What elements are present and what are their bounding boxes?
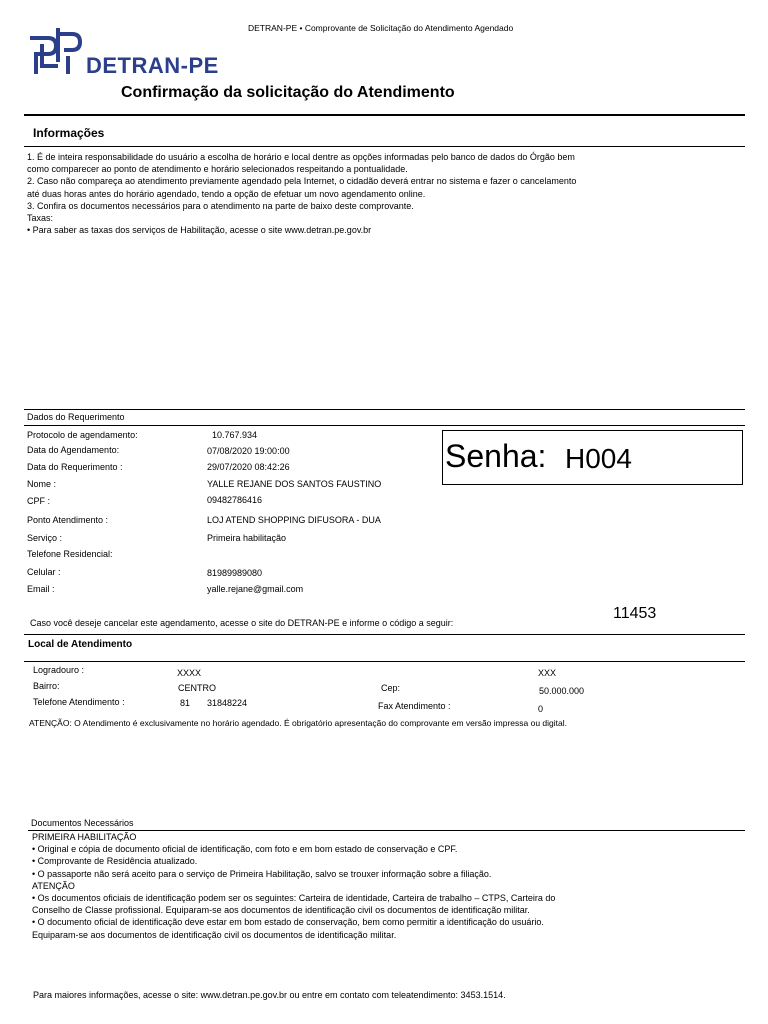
- documentos-line: Equiparam-se aos documentos de identificação civil os documentos de identificação militar.: [32, 929, 397, 940]
- data-agendamento-label: Data do Agendamento:: [27, 445, 120, 455]
- servico-value: Primeira habilitação: [207, 533, 287, 543]
- protocolo-label: Protocolo de agendamento:: [27, 430, 138, 440]
- info-line: 1. É de inteira responsabilidade do usuário a escolha de horário e local dentre as opções informadas pelo banco de dados do Órgão bem: [27, 152, 575, 162]
- info-line: até duas horas antes do horário agendado, tendo a opção de efetuar um novo agendamento online.: [27, 188, 426, 199]
- documentos-line: Conselho de Classe profissional. Equiparam-se aos documentos de identificação civil os documentos de identificação militar.: [32, 905, 530, 916]
- fax-label: Fax Atendimento :: [378, 701, 451, 711]
- documentos-text-block: [32, 831, 732, 941]
- fax-value: 0: [538, 704, 544, 714]
- logradouro-complement-value: XXX: [538, 668, 557, 678]
- celular-label: Celular :: [27, 567, 61, 577]
- info-line: 2. Caso não compareça ao atendimento previamente agendado pela Internet, o cidadão deverá entrar no sistema e fazer o cancelamento: [27, 176, 577, 187]
- detran-logo-text: DETRAN-PE: [86, 53, 219, 78]
- protocolo-value: 10.767.934: [212, 430, 258, 440]
- email-label: Email :: [27, 584, 55, 594]
- atencao-notice: ATENÇÃO: O Atendimento é exclusivamente no horário agendado. É obrigatório apresentação do comprovante em versão impressa ou digital.: [29, 718, 567, 728]
- documentos-line: • O passaporte não será aceito para o serviço de Primeira Habilitação, salvo se trouxer informação sobre a filiação.: [32, 868, 492, 879]
- detran-logo-icon: [28, 26, 84, 76]
- data-requerimento-value: 29/07/2020 08:42:26: [207, 462, 290, 472]
- bairro-label: Bairro:: [33, 681, 60, 691]
- documentos-line: • O documento oficial de identificação deve estar em bom estado de conservação, bem como permitir a identificação do usuário.: [32, 917, 544, 928]
- documentos-line: ATENÇÃO: [32, 880, 75, 891]
- data-requerimento-label: Data do Requerimento :: [27, 462, 123, 472]
- title-divider: [24, 114, 745, 116]
- logradouro-label: Logradouro :: [33, 665, 85, 675]
- requerimento-heading: Dados do Requerimento: [27, 412, 125, 422]
- servico-label: Serviço :: [27, 533, 63, 543]
- senha-value: H004: [565, 443, 632, 474]
- info-line: Taxas:: [27, 213, 54, 224]
- data-agendamento-value: 07/08/2020 19:00:00: [207, 446, 290, 456]
- footer-contact: Para maiores informações, acesse o site: www.detran.pe.gov.br ou entre em contato com teleatendimento: 3453.1514.: [33, 990, 506, 1000]
- nome-label: Nome :: [27, 479, 57, 489]
- cancel-code: 11453: [613, 605, 657, 622]
- cpf-label: CPF :: [27, 496, 51, 506]
- local-heading: Local de Atendimento: [28, 639, 133, 650]
- info-divider: [24, 146, 745, 147]
- logradouro-value: XXXX: [177, 668, 202, 678]
- info-line: • Para saber as taxas dos serviços de Habilitação, acesse o site www.detran.pe.gov.br: [27, 225, 372, 236]
- documentos-line: PRIMEIRA HABILITAÇÃO: [32, 832, 137, 842]
- cancel-instructions: Caso você deseje cancelar este agendamento, acesse o site do DETRAN-PE e informe o código a seguir:: [30, 618, 454, 628]
- documentos-line: • Comprovante de Residência atualizado.: [32, 856, 198, 867]
- celular-value: 81989989080: [207, 568, 263, 578]
- telefone-ddd-value: 81: [180, 698, 191, 708]
- info-text-block: [27, 151, 707, 236]
- local-divider: [24, 661, 745, 662]
- cep-value: 50.000.000: [539, 686, 585, 696]
- ponto-atendimento-label: Ponto Atendimento :: [27, 515, 109, 525]
- requerimento-top-divider: [24, 409, 745, 410]
- senha-box: [442, 430, 743, 485]
- documentos-heading: Documentos Necessários: [31, 818, 134, 828]
- ponto-atendimento-value: LOJ ATEND SHOPPING DIFUSORA - DUA: [207, 515, 381, 525]
- info-heading: Informações: [33, 126, 105, 140]
- telefone-atendimento-value: 31848224: [207, 698, 248, 708]
- documentos-line: • Os documentos oficiais de identificação podem ser os seguintes: Carteira de identidade, Carteira de trabalho – CTPS, Carteira do: [32, 893, 556, 904]
- telefone-atendimento-label: Telefone Atendimento :: [33, 697, 125, 707]
- cep-label: Cep:: [381, 683, 401, 693]
- senha-label: Senha:: [445, 438, 547, 474]
- info-line: 3. Confira os documentos necessários para o atendimento na parte de baixo deste comprovante.: [27, 200, 414, 211]
- document-header-line: DETRAN-PE • Comprovante de Solicitação do Atendimento Agendado: [248, 23, 514, 33]
- documentos-line: • Original e cópia de documento oficial de identificação, com foto e em bom estado de conservação e CPF.: [32, 844, 458, 855]
- page-title: Confirmação da solicitação do Atendimento: [121, 84, 455, 101]
- cpf-value: 09482786416: [207, 495, 263, 505]
- local-top-divider: [24, 634, 745, 635]
- email-value: yalle.rejane@gmail.com: [207, 584, 304, 594]
- nome-value: YALLE REJANE DOS SANTOS FAUSTINO: [207, 479, 382, 489]
- telefone-residencial-label: Telefone Residencial:: [27, 549, 113, 559]
- info-line: como comparecer ao ponto de atendimento e horário selecionados respeitando a pontualidade.: [27, 164, 408, 175]
- requerimento-divider: [24, 425, 745, 426]
- bairro-value: CENTRO: [178, 683, 216, 693]
